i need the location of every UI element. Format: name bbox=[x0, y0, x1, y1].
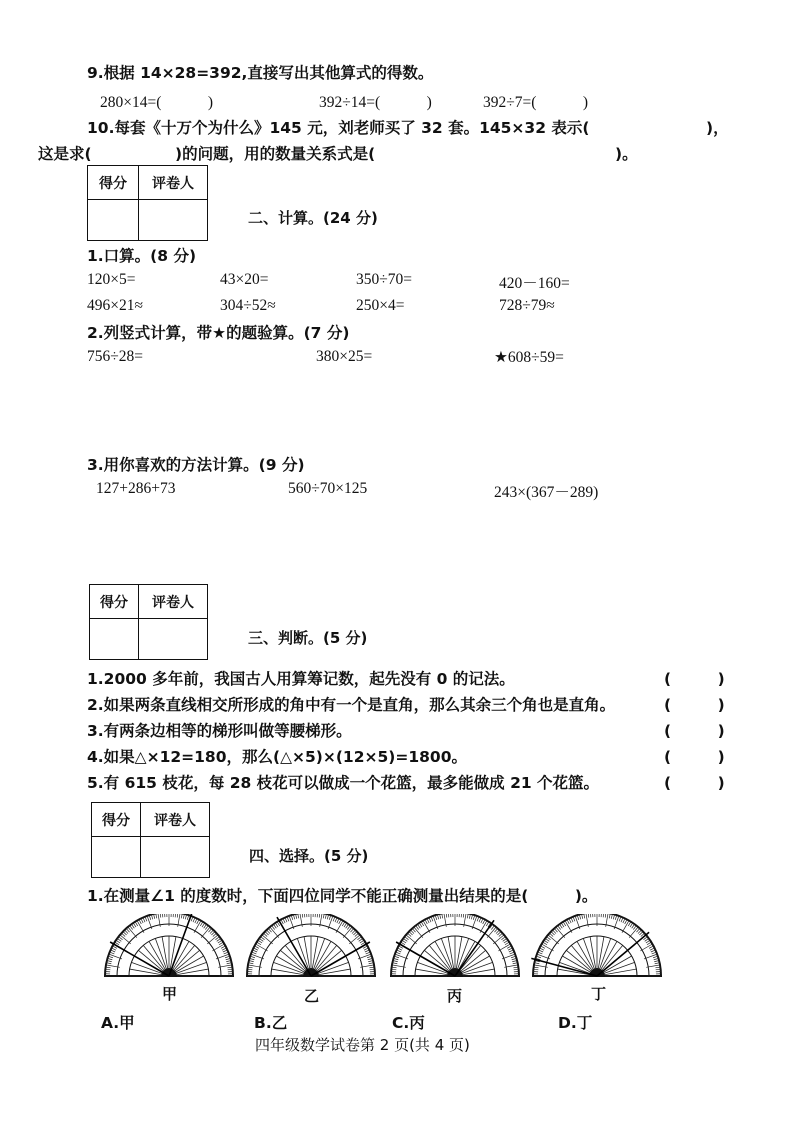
option-c[interactable]: C.丙 bbox=[392, 1014, 425, 1032]
judge-item-3: 3.有两条边相等的梯形叫做等腰梯形。 bbox=[87, 722, 352, 740]
vertical-calc[interactable]: ★608÷59= bbox=[494, 349, 564, 366]
grader-cell[interactable] bbox=[141, 837, 210, 878]
grader-cell[interactable] bbox=[139, 619, 208, 660]
q10-line1: 10.每套《十万个为什么》145 元，刘老师买了 32 套。145×32 表示( bbox=[87, 119, 590, 137]
grader-label: 评卷人 bbox=[139, 166, 208, 200]
score-label: 得分 bbox=[92, 803, 141, 837]
oral-calc[interactable]: 496×21≈ bbox=[87, 297, 143, 314]
protractor-icon bbox=[386, 914, 524, 982]
s2-p3-title: 3.用你喜欢的方法计算。(9 分) bbox=[87, 456, 305, 474]
oral-calc[interactable]: 728÷79≈ bbox=[499, 297, 555, 314]
score-label: 得分 bbox=[88, 166, 139, 200]
vertical-calc[interactable]: 380×25= bbox=[316, 348, 373, 365]
judge-bracket-5[interactable]: ( ) bbox=[664, 774, 725, 792]
judge-bracket-4[interactable]: ( ) bbox=[664, 748, 725, 766]
s2-p1-title: 1.口算。(8 分) bbox=[87, 247, 197, 265]
page-footer: 四年级数学试卷第 2 页(共 4 页) bbox=[255, 1036, 470, 1054]
method-calc[interactable]: 560÷70×125 bbox=[288, 480, 368, 497]
q10-line2c[interactable]: )。 bbox=[615, 145, 638, 163]
q9-item-3[interactable]: 392÷7=( ) bbox=[483, 94, 589, 111]
section3-heading: 三、判断。(5 分) bbox=[248, 629, 368, 647]
score-cell[interactable] bbox=[92, 837, 141, 878]
protractor-icon bbox=[100, 914, 238, 982]
judge-item-1: 1.2000 多年前，我国古人用算筹记数，起先没有 0 的记法。 bbox=[87, 670, 515, 688]
option-a[interactable]: A.甲 bbox=[101, 1014, 135, 1032]
protractor-label-yi: 乙 bbox=[304, 987, 320, 1005]
q9-prompt: 9.根据 14×28=392,直接写出其他算式的得数。 bbox=[87, 64, 434, 82]
vertical-calc[interactable]: 756÷28= bbox=[87, 348, 143, 365]
q10-line1-end[interactable]: )， bbox=[706, 119, 729, 137]
score-cell[interactable] bbox=[90, 619, 139, 660]
judge-bracket-3[interactable]: ( ) bbox=[664, 722, 725, 740]
judge-bracket-2[interactable]: ( ) bbox=[664, 696, 725, 714]
oral-calc[interactable]: 120×5= bbox=[87, 271, 136, 288]
judge-item-2: 2.如果两条直线相交所形成的角中有一个是直角，那么其余三个角也是直角。 bbox=[87, 696, 616, 714]
method-calc[interactable]: 243×(367－289) bbox=[494, 484, 599, 501]
judge-item-4: 4.如果△×12=180，那么(△×5)×(12×5)=1800。 bbox=[87, 748, 467, 766]
grader-cell[interactable] bbox=[139, 200, 208, 241]
option-d[interactable]: D.丁 bbox=[558, 1014, 593, 1032]
oral-calc[interactable]: 350÷70= bbox=[356, 271, 412, 288]
protractor-label-jia: 甲 bbox=[162, 985, 178, 1003]
q9-item-2[interactable]: 392÷14=( ) bbox=[319, 94, 432, 111]
oral-calc[interactable]: 43×20= bbox=[220, 271, 269, 288]
q10-line2a: 这是求( bbox=[38, 145, 92, 163]
score-label: 得分 bbox=[90, 585, 139, 619]
grader-label: 评卷人 bbox=[139, 585, 208, 619]
oral-calc[interactable]: 420－160= bbox=[499, 275, 570, 292]
protractor-icon bbox=[528, 914, 666, 982]
score-cell[interactable] bbox=[88, 200, 139, 241]
option-b[interactable]: B.乙 bbox=[254, 1014, 288, 1032]
section4-heading: 四、选择。(5 分) bbox=[249, 847, 369, 865]
judge-item-5: 5.有 615 枝花，每 28 枝花可以做成一个花篮，最多能做成 21 个花篮。 bbox=[87, 774, 600, 792]
protractor-icon bbox=[242, 914, 380, 982]
choice-q1: 1.在测量∠1 的度数时，下面四位同学不能正确测量出结果的是( )。 bbox=[87, 887, 598, 905]
protractor-label-bing: 丙 bbox=[447, 987, 463, 1005]
q9-item-1[interactable]: 280×14=( ) bbox=[100, 94, 214, 111]
section2-heading: 二、计算。(24 分) bbox=[248, 209, 378, 227]
s2-p2-title: 2.列竖式计算，带★的题验算。(7 分) bbox=[87, 324, 350, 342]
protractor-label-ding: 丁 bbox=[591, 985, 607, 1003]
score-box-3 bbox=[91, 802, 210, 878]
score-box-2 bbox=[89, 584, 208, 660]
q10-line2b[interactable]: )的问题，用的数量关系式是( bbox=[175, 145, 376, 163]
score-box-1 bbox=[87, 165, 208, 241]
grader-label: 评卷人 bbox=[141, 803, 210, 837]
oral-calc[interactable]: 250×4= bbox=[356, 297, 405, 314]
method-calc[interactable]: 127+286+73 bbox=[96, 480, 176, 497]
judge-bracket-1[interactable]: ( ) bbox=[664, 670, 725, 688]
oral-calc[interactable]: 304÷52≈ bbox=[220, 297, 276, 314]
